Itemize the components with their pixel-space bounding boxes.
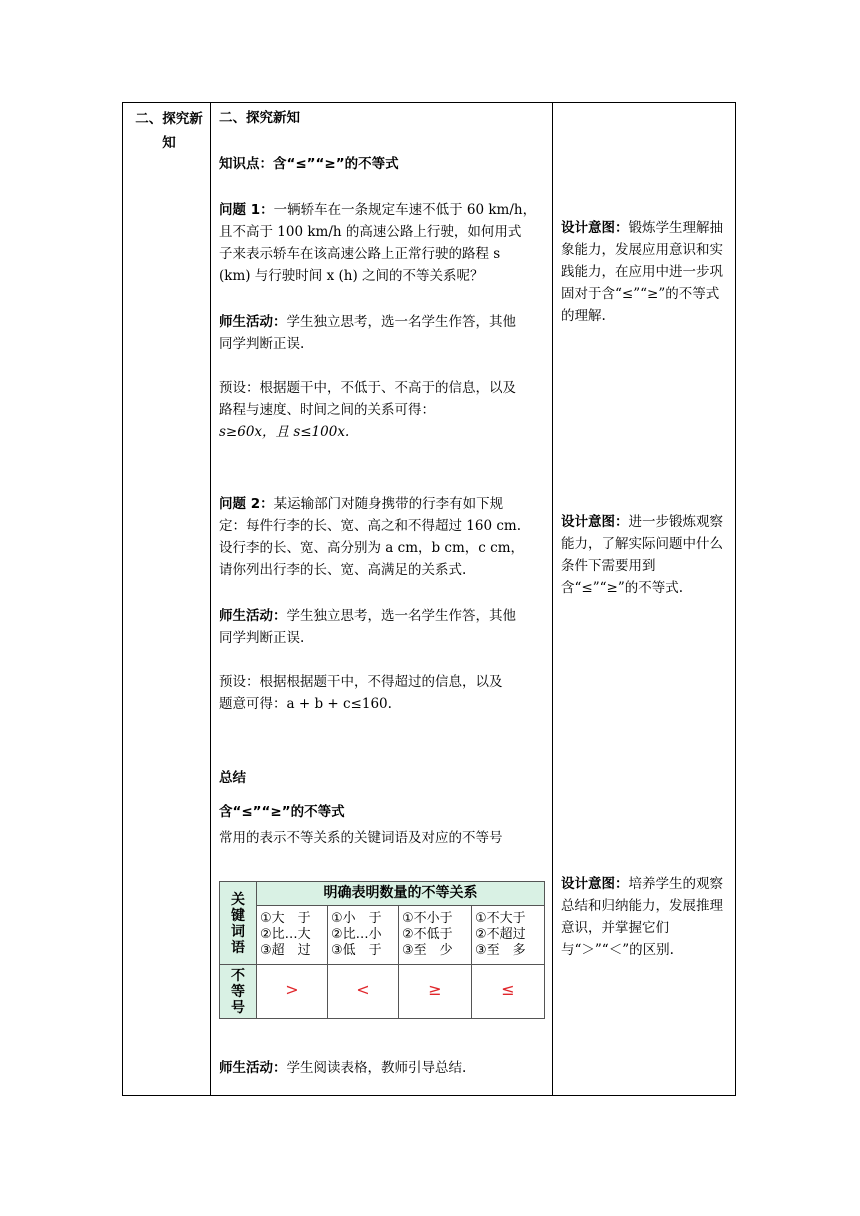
table-top-header: 明确表明数量的不等关系 [323, 885, 478, 901]
column-divider [210, 103, 211, 1095]
keyword-row-header: 关键词语 [231, 892, 245, 956]
design-intent-2 [561, 511, 731, 599]
question-1-line: 子来表示轿车在该高速公路上正常行驶的路程 s [219, 246, 501, 262]
lesson-table [122, 102, 736, 1096]
keyword-table [219, 881, 545, 1019]
keyword-cell: ①不大于 ②不超过 ③至 多 [475, 911, 526, 958]
design-intent-label: 设计意图： [561, 514, 629, 530]
activity-label: 师生活动： [219, 1060, 287, 1076]
question-1-line: 一辆轿车在一条规定车速不低于 60 km/h， [273, 202, 537, 218]
symbol-row-header: 不等号 [231, 968, 245, 1016]
activity-3 [219, 1057, 553, 1079]
section-heading: 二、探究新知 [219, 110, 300, 126]
design-intent-text: 锻炼学生理解抽象能力，发展应用意识和实践能力，在应用中进一步巩固对于含“≤”“≥”的不等式的理解. [561, 220, 723, 324]
summary-title: 总结 [219, 770, 246, 786]
keyword-cell: ①大 于 ②比…大 ③超 过 [260, 911, 311, 958]
activity-text: 同学判断正误. [219, 630, 305, 646]
question-1-line: (km) 与行驶时间 x (h) 之间的不等关系呢？ [219, 268, 484, 284]
keyword-cell: ①小 于 ②比…小 ③低 于 [331, 911, 382, 958]
question-2-label: 问题 2： [219, 496, 274, 512]
preset-text: 路程与速度、时间之间的关系可得： [219, 402, 435, 418]
activity-1 [219, 311, 553, 355]
activity-2 [219, 605, 553, 649]
summary-subtitle: 含“≤”“≥”的不等式 [219, 804, 345, 820]
design-intent-text: 培养学生的观察总结和归纳能力，发展推理意识，并掌握它们与“＞”“＜”的区别. [561, 876, 723, 958]
preset-formula: 题意可得：a + b + c≤160. [219, 696, 392, 712]
question-2-line: 定：每件行李的长、宽、高之和不得超过 160 cm. [219, 518, 522, 534]
activity-text: 同学判断正误. [219, 336, 305, 352]
question-2-line: 请你列出行李的长、宽、高满足的关系式. [219, 562, 467, 578]
design-intent-label: 设计意图： [561, 220, 629, 236]
preset-1 [219, 377, 553, 443]
activity-label: 师生活动： [219, 608, 287, 624]
preset-text: 预设：根据根据题干中，不得超过的信息，以及 [219, 674, 503, 690]
question-1-label: 问题 1： [219, 202, 274, 218]
section-label: 二、探究新知 [135, 111, 203, 151]
less-equal-symbol: ≤ [501, 980, 515, 999]
question-1-line: 且不高于 100 km/h 的高速公路上行驶，如何用式 [219, 224, 522, 240]
knowledge-point: 知识点：含“≤”“≥”的不等式 [219, 156, 399, 172]
preset-formula: s≥60x，且 s≤100x. [219, 424, 350, 440]
design-intent-3 [561, 873, 731, 961]
activity-text: 学生独立思考，选一名学生作答，其他 [286, 608, 516, 624]
design-intent-1 [561, 217, 731, 327]
greater-than-symbol: > [285, 980, 299, 999]
preset-text: 预设：根据题干中，不低于、不高于的信息，以及 [219, 380, 516, 396]
activity-text: 学生独立思考，选一名学生作答，其他 [286, 314, 516, 330]
question-2-line: 某运输部门对随身携带的行李有如下规 [273, 496, 504, 512]
greater-equal-symbol: ≥ [428, 980, 442, 999]
question-1 [219, 199, 553, 287]
less-than-symbol: < [356, 980, 370, 999]
question-2-line: 设行李的长、宽、高分别为 a cm，b cm，c cm， [219, 540, 525, 556]
keyword-cell: ①不小于 ②不低于 ③至 少 [402, 911, 453, 958]
design-intent-label: 设计意图： [561, 876, 629, 892]
question-2 [219, 493, 553, 581]
design-intent-text: 进一步锻炼观察能力，了解实际问题中什么条件下需要用到含“≤”“≥”的不等式. [561, 514, 723, 596]
summary-description: 常用的表示不等关系的关键词语及对应的不等号 [219, 830, 503, 846]
activity-text: 学生阅读表格，教师引导总结. [286, 1060, 467, 1076]
activity-label: 师生活动： [219, 314, 287, 330]
preset-2 [219, 671, 553, 715]
